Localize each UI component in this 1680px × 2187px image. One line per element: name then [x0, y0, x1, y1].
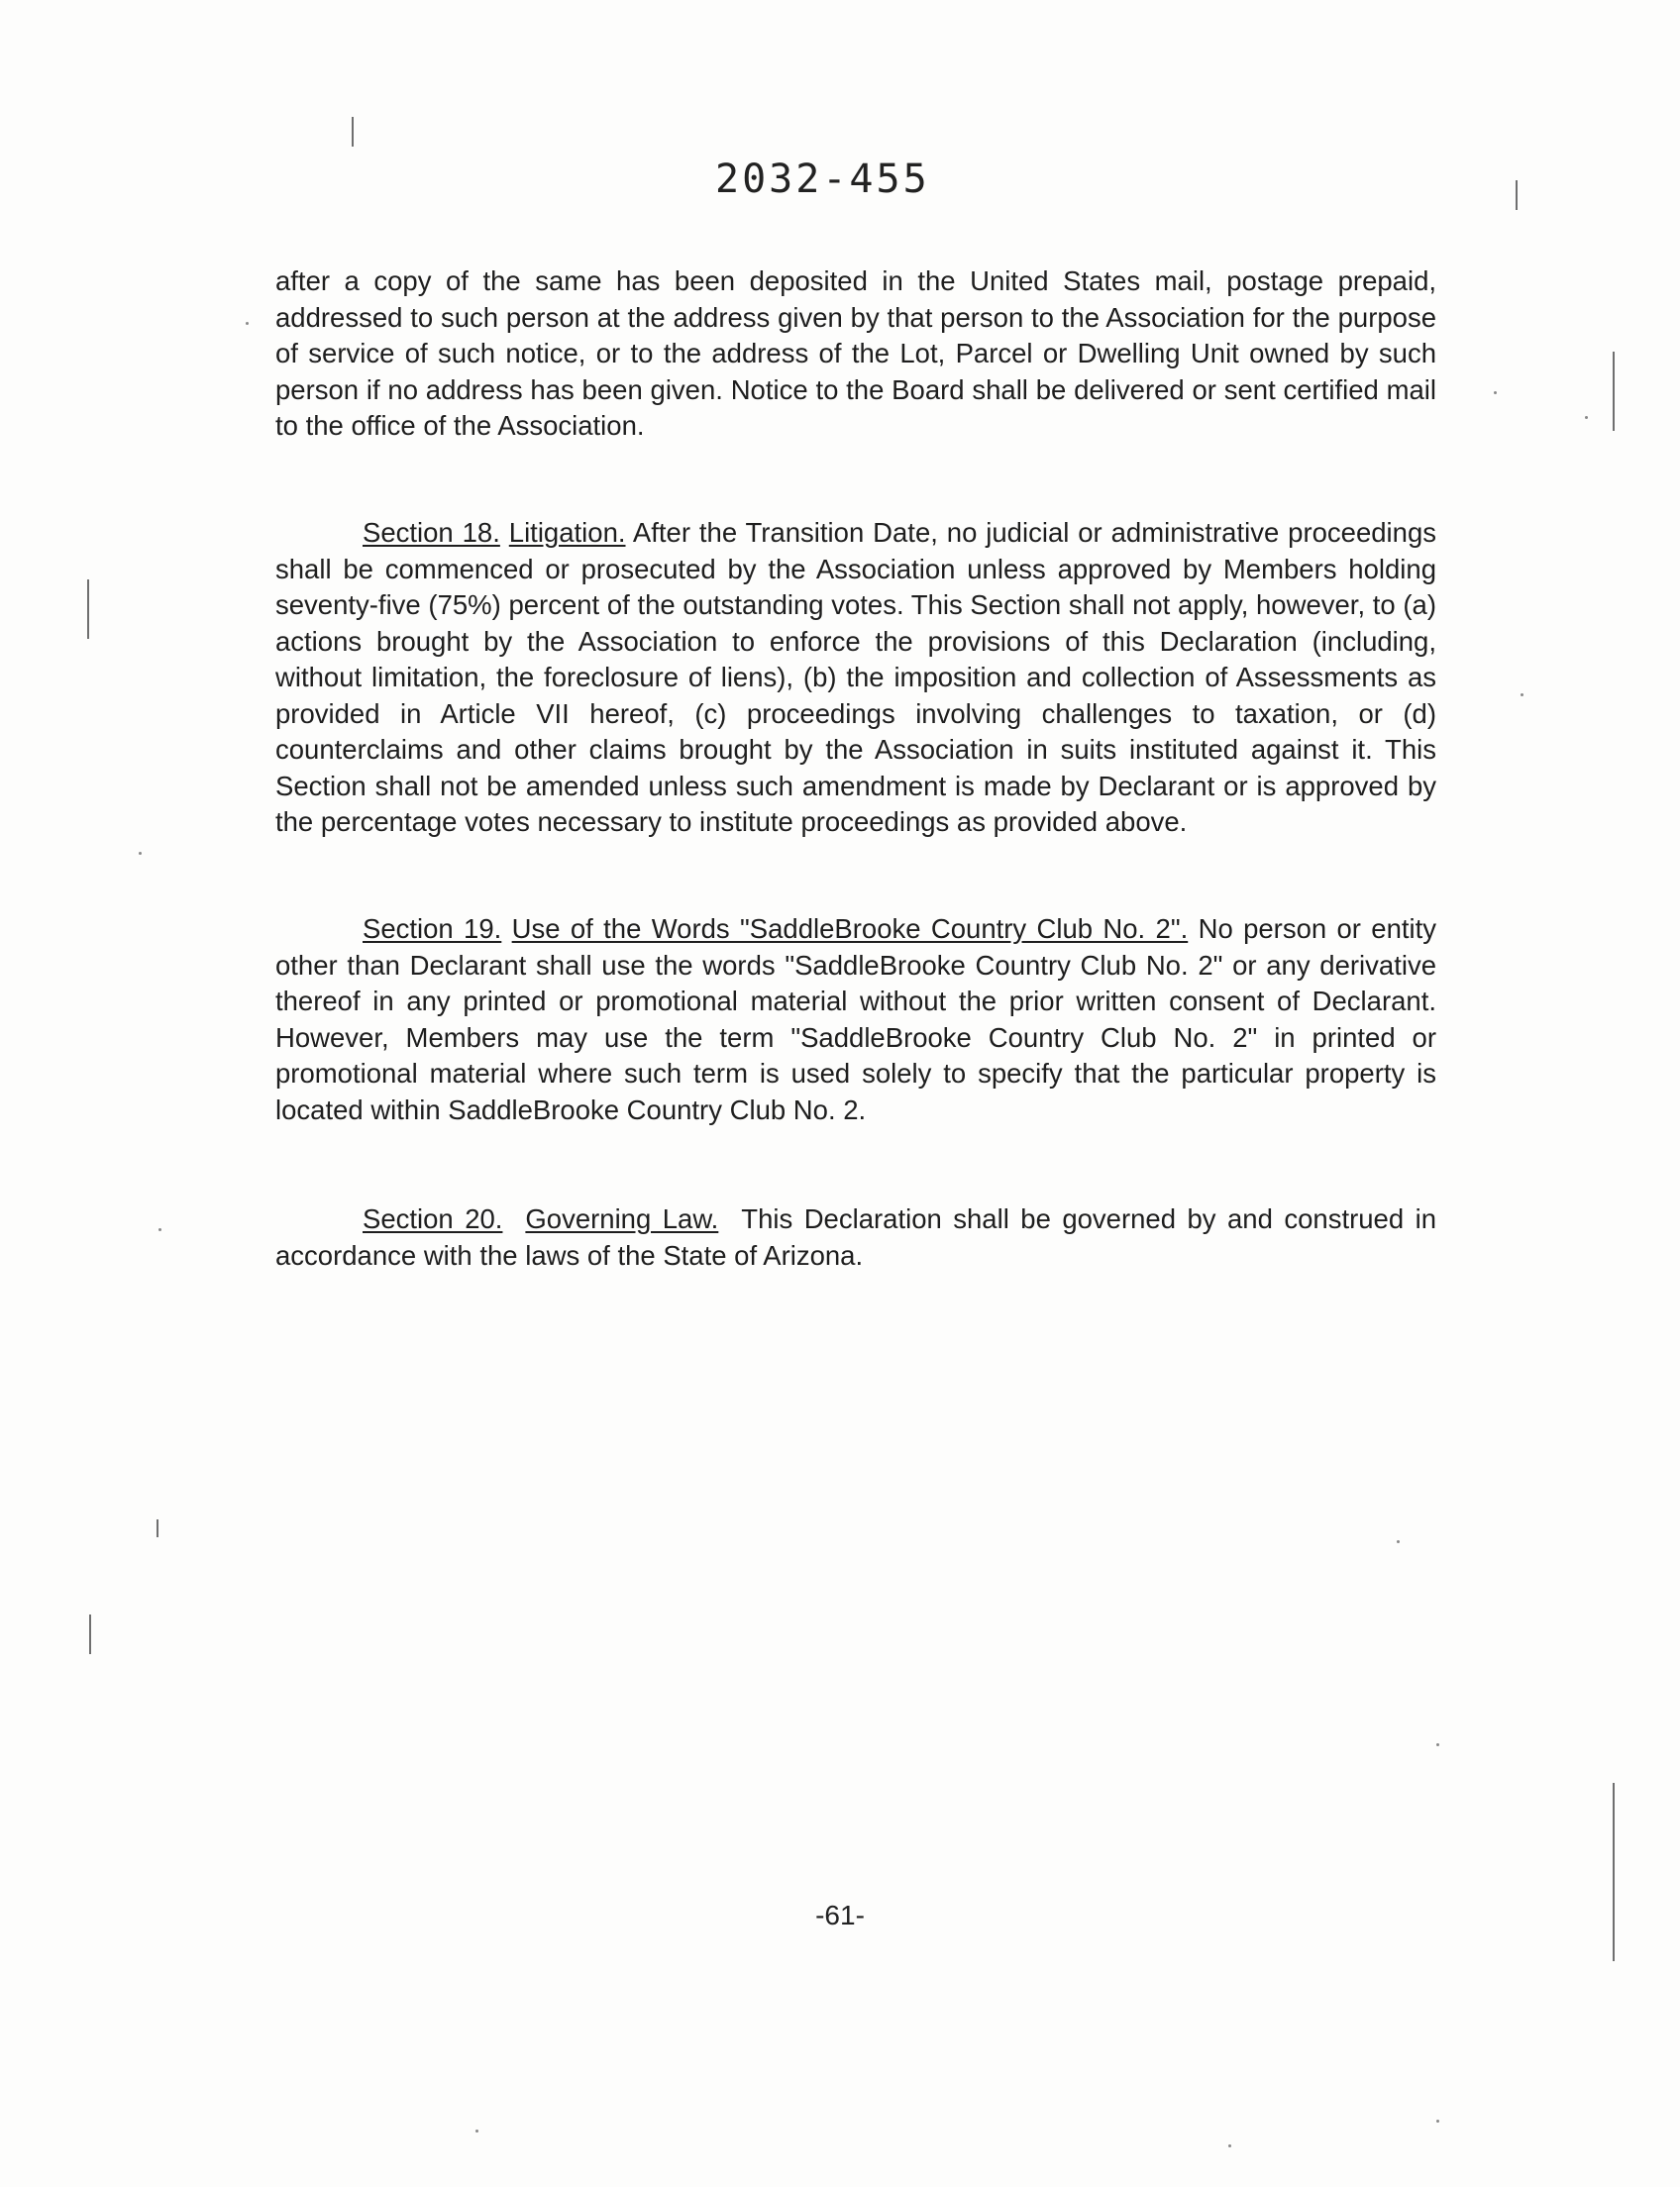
- section-20-body: This Declaration shall be governed by and construed in accordance with the laws of the State of Arizona.: [275, 1203, 1437, 1271]
- scan-dot: [475, 2130, 478, 2133]
- scan-dot: [1228, 2144, 1231, 2147]
- section-20-paragraph: [275, 1201, 1436, 1274]
- scan-dot: [1585, 416, 1588, 419]
- page-number: -61-: [815, 1900, 865, 1930]
- scan-dot: [158, 1228, 161, 1231]
- document-number: 2032-455: [715, 156, 930, 202]
- section-18-body: After the Transition Date, no judicial or administrative proceedings shall be commenced or prosecuted by the Association unless approved by Members holding seventy-five (75%) percent of the outstanding votes. This Section shall not apply, however, to (a) actions brought by the Association to enforce the provisions of this Declaration (including, without limitation, the foreclosure of liens), (b) the imposition and collection of Assessments as provided in Article VII hereof, (c) proceedings involving challenges to taxation, or (d) counterclaims and other claims brought by the Association in suits instituted against it. This Section shall not be amended unless such amendment is made by Declarant or is approved by the percentage votes necessary to institute proceedings as provided above.: [275, 517, 1436, 837]
- intro-paragraph: after a copy of the same has been deposited in the United States mail, postage prepaid, addressed to such person at the address given by that person to the Association for the purpose of service of such notice, or to the address of the Lot, Parcel or Dwelling Unit owned by such person if no address has been given. Notice to the Board shall be delivered or sent certified mail to the office of the Association.: [275, 265, 1436, 441]
- section-19-paragraph: [275, 911, 1436, 1128]
- scan-mark: [157, 1519, 158, 1537]
- scan-dot: [1436, 1743, 1439, 1746]
- section-18-heading: Section 18.: [363, 517, 500, 548]
- section-18-title: Litigation.: [508, 517, 626, 548]
- section-20-heading: Section 20.: [363, 1203, 503, 1234]
- scan-mark: [352, 117, 354, 147]
- scan-dot: [1494, 391, 1497, 394]
- scan-mark: [87, 579, 89, 639]
- section-19-title: Use of the Words "SaddleBrooke Country Club No. 2".: [511, 913, 1189, 944]
- scan-mark: [1516, 180, 1518, 210]
- scan-dot: [1436, 2120, 1439, 2123]
- scan-mark: [1613, 1783, 1615, 1961]
- section-18-paragraph: [275, 515, 1436, 841]
- section-19-body: No person or entity other than Declarant shall use the words "SaddleBrooke Country Club No. 2" or any derivative thereof in any printed or promotional material without the prior written consent of Declarant. However, Members may use the term "SaddleBrooke Country Club No. 2" in printed or promotional material where such term is used solely to specify that the particular property is located within SaddleBrooke Country Club No. 2.: [275, 913, 1437, 1125]
- scan-dot: [246, 322, 249, 325]
- scan-mark: [1613, 352, 1615, 431]
- scan-dot: [1397, 1540, 1400, 1543]
- scan-dot: [139, 852, 142, 855]
- scan-mark: [89, 1614, 91, 1654]
- section-20-title: Governing Law.: [525, 1203, 719, 1234]
- section-19-heading: Section 19.: [363, 913, 502, 944]
- scan-dot: [1521, 693, 1523, 696]
